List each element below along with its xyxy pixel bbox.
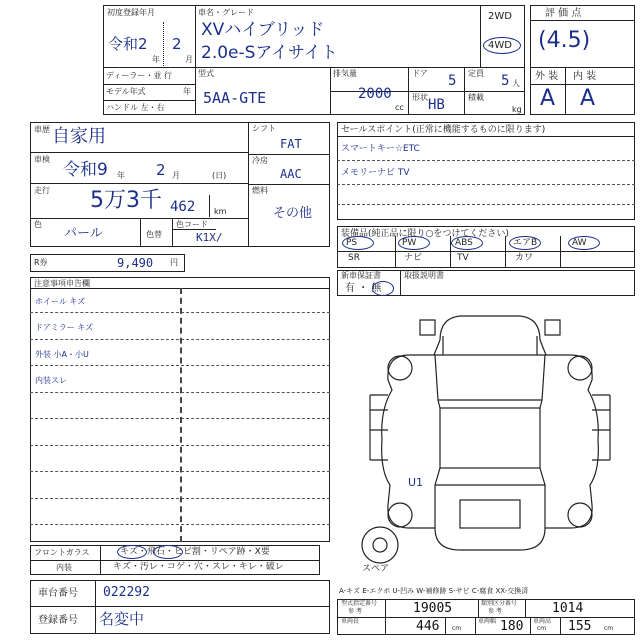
model-spec-label: 型式指定番号 [341, 600, 378, 607]
width-value: 180 [500, 619, 524, 634]
mileage-value: 5万3千 [90, 188, 162, 213]
shift-value: FAT [280, 137, 302, 151]
sales-line-2: メモリーナビ TV [341, 168, 410, 178]
ac-value: AAC [280, 167, 302, 181]
dealer-label: ディーラー・並 行 [106, 71, 172, 80]
front-glass-options: キズ・飛石・ヒビ割・リペア跡・X要 [120, 547, 270, 557]
equipment-item-3: エアB [513, 238, 538, 248]
chassis-label: 車台番号 [38, 588, 78, 599]
interior-condition-label: 内装 [56, 563, 72, 572]
equipment-item-4: AW [572, 238, 587, 248]
equipment-item-1: PW [402, 238, 417, 248]
equipment-item-b0: SR [348, 253, 360, 263]
notes-label: 注意事項申告欄 [34, 279, 90, 288]
doors-label: ドア [412, 69, 428, 78]
model-spec-value: 19005 [413, 601, 453, 616]
front-glass-label: フロントガラス [34, 548, 90, 557]
warranty-value: 有 ・ 無 [345, 283, 382, 294]
equipment-item-b2: TV [457, 253, 469, 263]
ac-label: 冷房 [252, 156, 268, 165]
fuel-value: その他 [273, 206, 313, 221]
damage-mark-u1: U1 [408, 476, 424, 489]
fuel-label: 燃料 [252, 186, 268, 195]
first-reg-month: 2 [172, 35, 182, 53]
note-line-2: ドアミラー キズ [35, 323, 94, 332]
capacity-label: 定員 [468, 69, 484, 78]
spare-label: スペア [362, 564, 390, 574]
note-line-1: ホイール キズ [35, 297, 86, 306]
note-line-3: 外装 小A・小U [35, 350, 89, 359]
class-value: 1014 [552, 601, 584, 616]
sales-label: セールスポイント(正常に機能するものに限ります) [341, 125, 546, 135]
damage-legend: A-キズ E-エクボ U-凹み W-補修跡 S-サビ C-腐食 XX-交換済 [339, 587, 529, 595]
recycle-value: 9,490 [117, 256, 154, 270]
drive-4wd: 4WD [488, 40, 512, 51]
interior-grade: A [580, 86, 596, 111]
usage-value: 自家用 [52, 126, 106, 147]
width-label: 車両幅 [478, 618, 497, 625]
displacement-value: 2000 [358, 86, 392, 102]
score-value: (4.5) [538, 28, 591, 53]
note-line-4: 内装スレ [35, 376, 67, 385]
reg-value: 名変中 [99, 610, 145, 628]
drive-2wd: 2WD [488, 11, 512, 22]
usage-label: 車歴 [34, 125, 50, 134]
car-damage-diagram [340, 300, 635, 580]
reg-label: 登録番号 [38, 615, 78, 626]
equipment-item-b3: カワ [515, 253, 534, 263]
doors-value: 5 [448, 73, 457, 89]
shift-label: シフト [252, 124, 276, 133]
class-label: 類別区分番号 [481, 600, 518, 607]
equipment-item-0: PS [346, 238, 358, 248]
height-label: 車両高 [533, 618, 552, 625]
shape-label: 形状 [412, 93, 428, 102]
exterior-grade: A [540, 86, 556, 111]
color-label: 色 [34, 220, 42, 229]
mileage-sub: 462 [170, 199, 196, 215]
color-value: パール [64, 226, 103, 241]
score-label: 評 価 点 [545, 8, 582, 19]
height-value: 155 [568, 619, 592, 634]
warranty-label: 新車保証書 [341, 271, 381, 280]
equipment-label: 装備品(純正品に限り○をつけてください) [341, 229, 509, 239]
sales-line-1: スマートキー☆ETC [341, 144, 420, 154]
inspection-era: 令和9 [63, 160, 108, 180]
interior-condition-options: キズ・汚レ・コゲ・穴・スレ・キレ・破レ [113, 562, 284, 572]
mileage-label: 走行 [34, 186, 50, 195]
model-label: 型式 [198, 69, 214, 78]
inspection-label: 車検 [34, 155, 50, 164]
first-reg-era: 令和2 [108, 35, 148, 53]
length-value: 446 [416, 619, 440, 634]
model-year-label: モデル年式 [106, 87, 146, 96]
load-label: 積載 [468, 93, 484, 102]
name-grade-label: 車名・グレード [198, 8, 254, 17]
first-reg-label: 初度登録年月 [107, 8, 155, 17]
chassis-value: 022292 [103, 585, 150, 600]
exterior-label: 外 装 [535, 71, 559, 82]
color-code-label: 色コード [176, 220, 208, 229]
shape-value: HB [428, 97, 445, 113]
handle-label: ハンドル 左・右 [106, 103, 165, 112]
capacity-value: 5 [501, 73, 510, 89]
manual-label: 取扱説明書 [404, 271, 444, 280]
displacement-label: 排気量 [333, 69, 357, 78]
car-name: XVハイブリッド [201, 20, 325, 40]
length-label: 車両長 [341, 618, 360, 625]
recycle-label: R券 [34, 258, 48, 267]
color-change-label: 色替 [146, 230, 162, 239]
color-code-value: K1X/ [196, 231, 223, 244]
equipment-item-b1: ナビ [404, 253, 423, 263]
interior-label: 内 装 [573, 71, 597, 82]
inspection-month: 2 [156, 161, 166, 179]
car-grade: 2.0e-Sアイサイト [201, 43, 338, 63]
equipment-item-2: ABS [455, 238, 473, 248]
model-value: 5AA-GTE [203, 89, 267, 107]
recycle-box [30, 254, 185, 272]
